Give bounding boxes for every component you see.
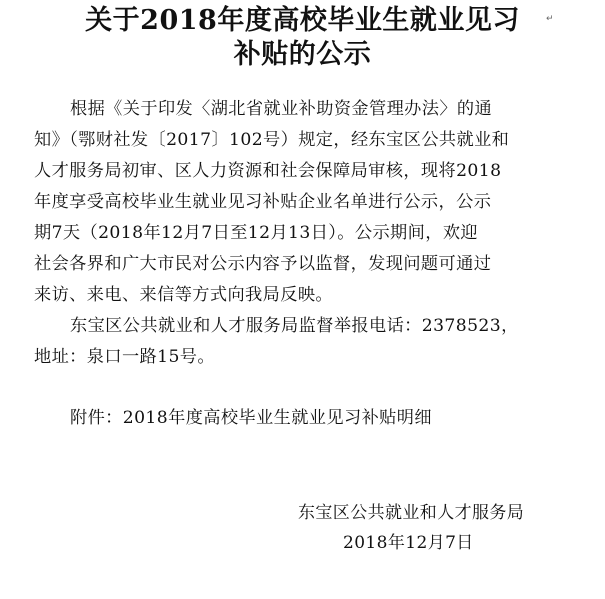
body-line-8: 东宝区公共就业和人才服务局监督举报电话：2378523，: [70, 316, 519, 336]
body-line-9: 地址：泉口一路15号。: [34, 347, 215, 367]
body-line-3: 人才服务局初审、区人力资源和社会保障局审核，现将2018: [34, 161, 502, 181]
body-line-7: 来访、来电、来信等方式向我局反映。: [34, 285, 333, 305]
signature-organization: 东宝区公共就业和人才服务局: [298, 503, 525, 523]
body-line-1: 根据《关于印发〈湖北省就业补助资金管理办法〉的通: [70, 99, 493, 119]
document-title-line-1: 关于2018年度高校毕业生就业见习: [85, 5, 520, 36]
document-title-line-2: 补贴的公示: [233, 39, 372, 70]
attachment-line: 附件：2018年度高校毕业生就业见习补贴明细: [70, 408, 432, 428]
paragraph-mark-icon: ↵: [546, 14, 554, 24]
body-line-4: 年度享受高校毕业生就业见习补贴企业名单进行公示，公示: [34, 192, 492, 212]
body-line-2: 知》（鄂财社发〔2017〕102号）规定，经东宝区公共就业和: [34, 130, 510, 150]
body-line-6: 社会各界和广大市民对公示内容予以监督，发现问题可通过: [34, 254, 492, 274]
signature-date: 2018年12月7日: [343, 533, 474, 553]
body-line-5: 期7天（2018年12月7日至12月13日）。公示期间，欢迎: [34, 223, 478, 243]
